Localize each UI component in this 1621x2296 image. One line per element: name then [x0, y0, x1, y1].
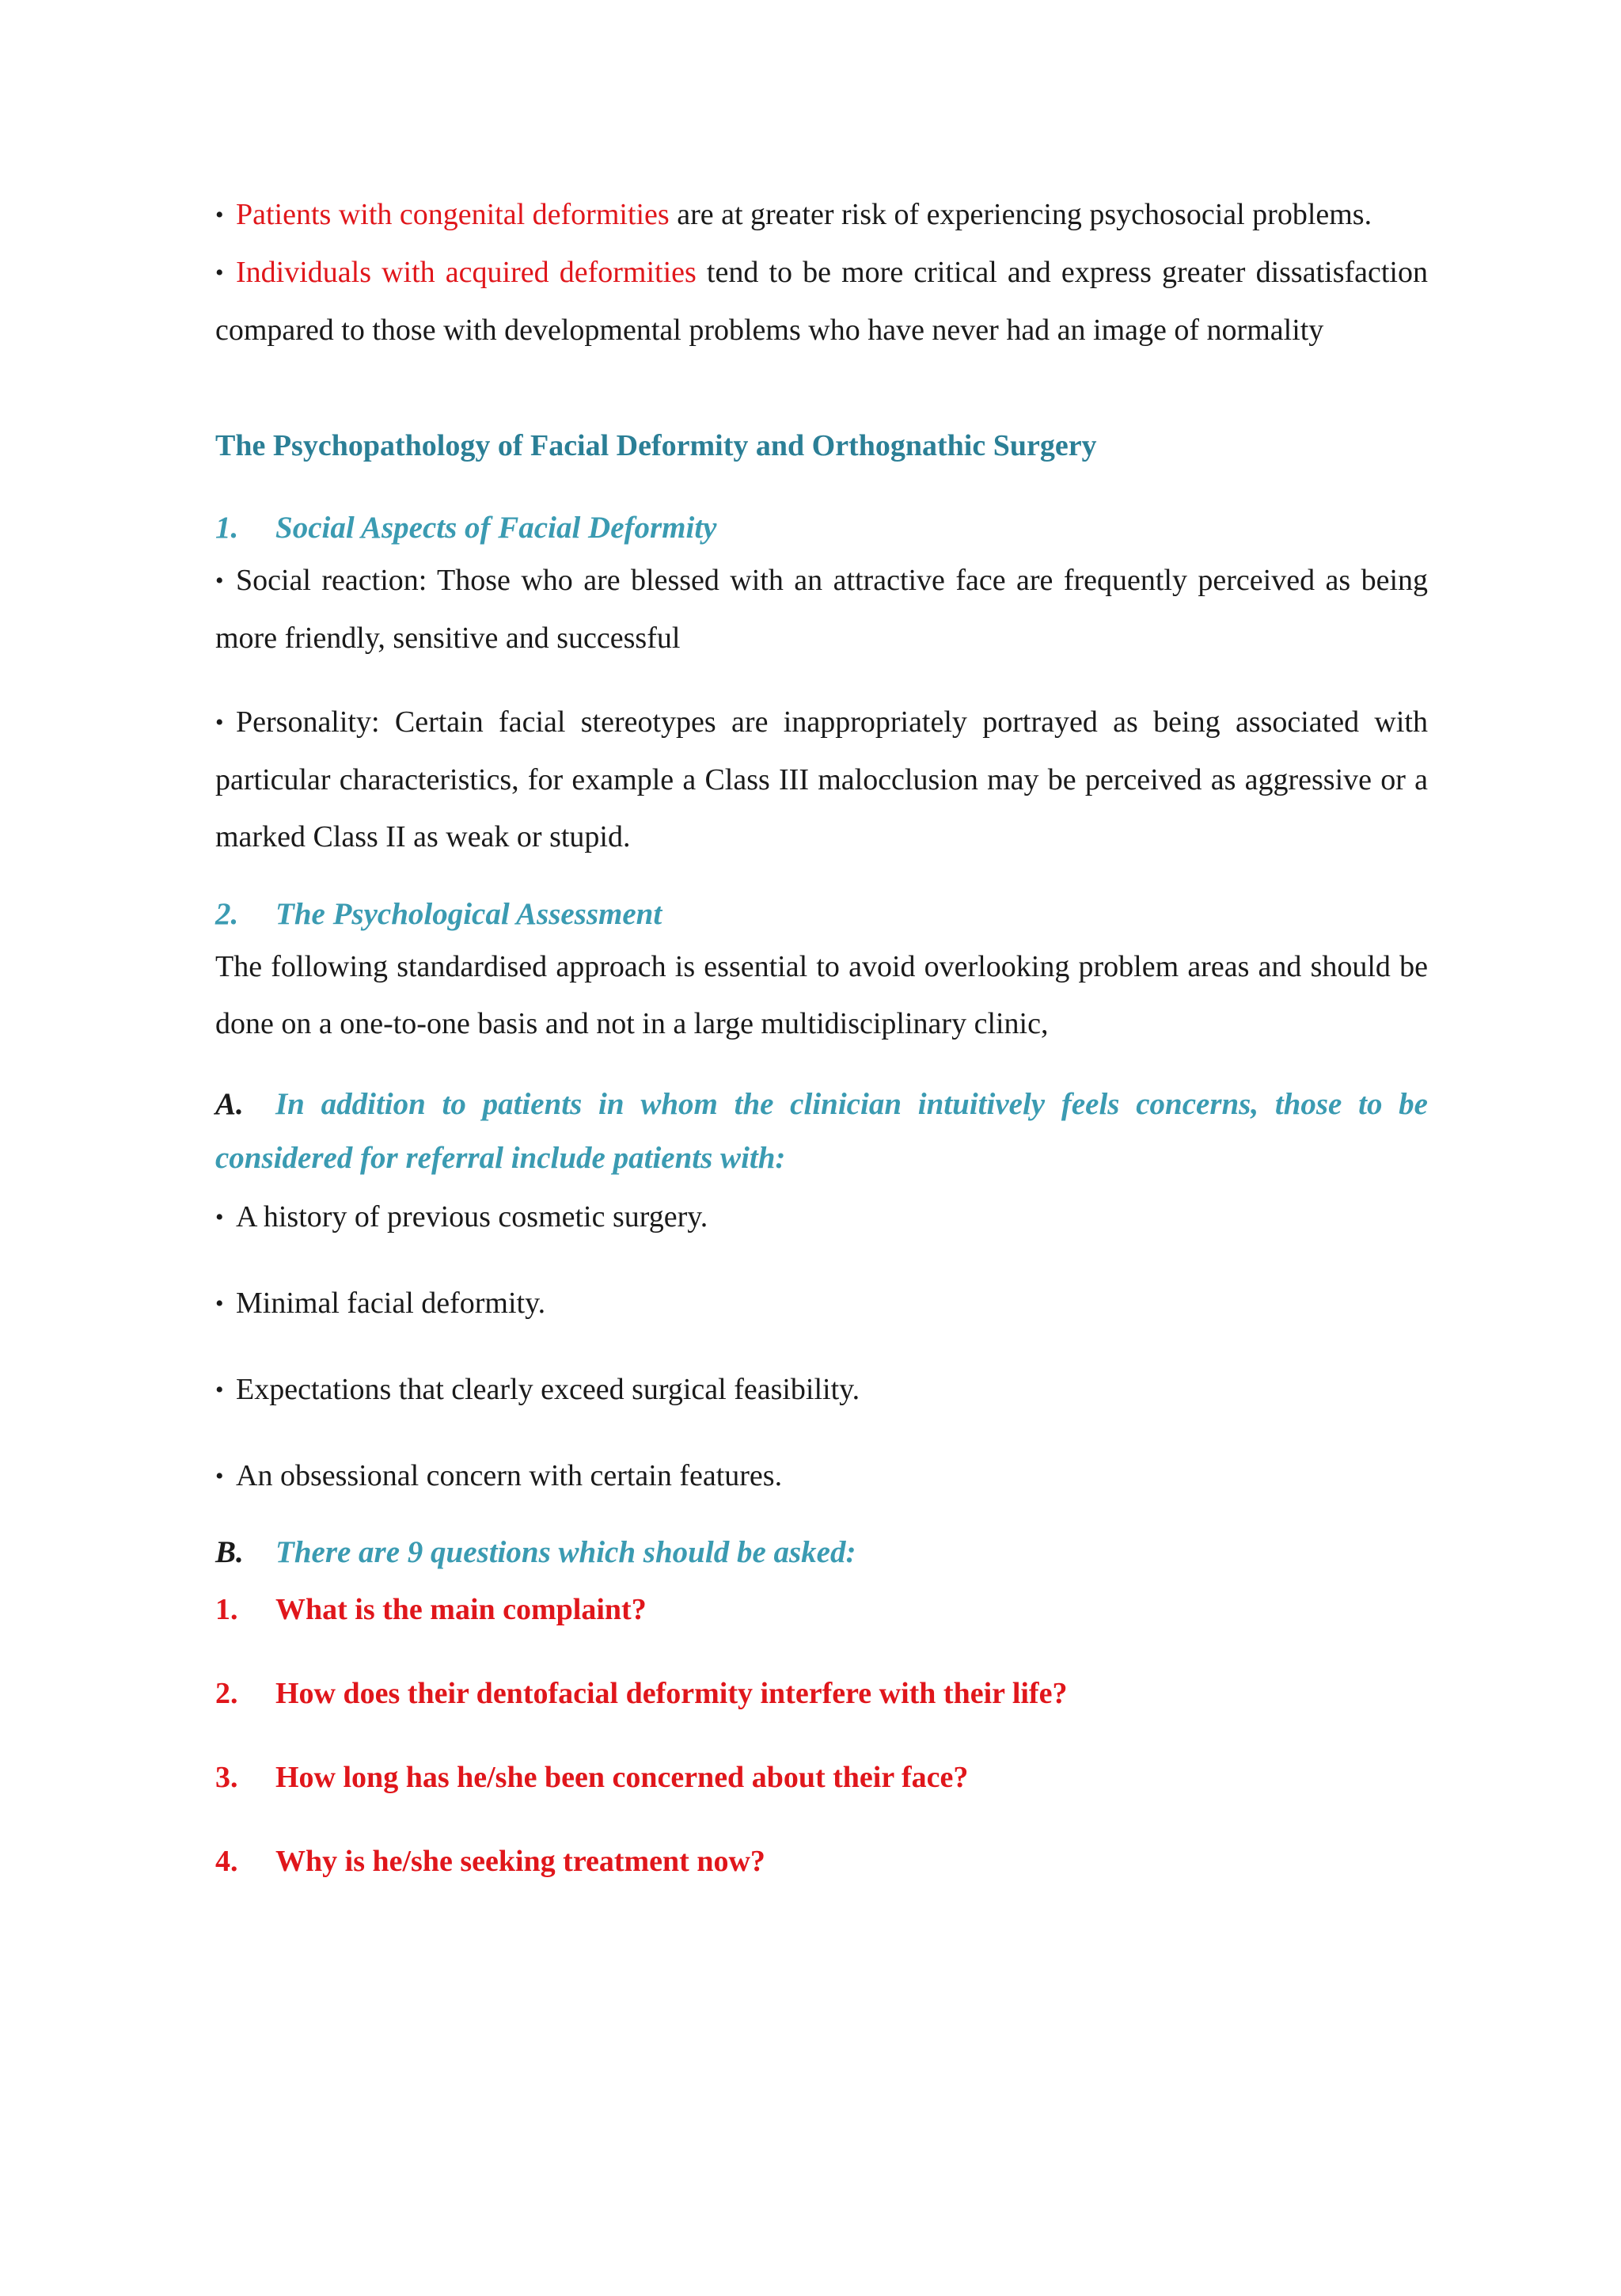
bullet-text: Personality: Certain facial stereotypes are inappropriately portrayed as being associated with particular characteristics, for example a Class III malocclusion may be perceived as aggressive or a marked Class II as weak or stupid. — [215, 705, 1428, 853]
question-number: 2. — [215, 1677, 238, 1710]
bullet-minimal — [215, 1275, 1428, 1332]
part-b-heading — [215, 1529, 1428, 1576]
question-3 — [215, 1754, 1428, 1801]
bullet-icon: • — [215, 568, 224, 594]
bullet-icon: • — [215, 1204, 224, 1230]
question-number: 3. — [215, 1761, 238, 1794]
bullet-icon: • — [215, 1463, 224, 1489]
question-number: 1. — [215, 1593, 238, 1626]
bullet-text: tend to be more critical and express greater dissatisfaction compared to those with developmental problems who have never had an image of normality — [215, 256, 1428, 347]
bullet-obsessional — [215, 1447, 1428, 1505]
section-1-heading — [215, 504, 1428, 552]
bullet-lead: Individuals with acquired deformities — [236, 256, 697, 289]
section-1-number: 1. — [215, 511, 239, 545]
section-2-number: 2. — [215, 897, 239, 931]
main-heading: The Psychopathology of Facial Deformity and Orthognathic Surgery — [215, 429, 1097, 462]
bullet-text: Social reaction: Those who are blessed with an attractive face are frequently perceived as being more friendly, sensitive and successful — [215, 564, 1428, 655]
bullet-expectations — [215, 1361, 1428, 1419]
question-text: Why is he/she seeking treatment now? — [275, 1845, 765, 1878]
bullet-icon: • — [215, 260, 224, 286]
bullet-acquired — [215, 244, 1428, 359]
bullet-congenital — [215, 186, 1428, 244]
bullet-social-reaction — [215, 552, 1428, 667]
part-a-title: In addition to patients in whom the clinician intuitively feels concerns, those to be considered for referral include patients with: — [215, 1087, 1428, 1175]
part-a-letter: A. — [215, 1087, 244, 1121]
bullet-lead: Patients with congenital deformities — [236, 198, 670, 231]
part-b-letter: B. — [215, 1535, 244, 1569]
question-text: What is the main complaint? — [275, 1593, 647, 1626]
question-text: How long has he/she been concerned about their face? — [275, 1761, 969, 1794]
part-a-heading — [215, 1078, 1428, 1185]
section-2-heading — [215, 891, 1428, 938]
question-text: How does their dentofacial deformity interfere with their life? — [275, 1677, 1068, 1710]
bullet-icon: • — [215, 709, 224, 736]
bullet-text: A history of previous cosmetic surgery. — [236, 1200, 708, 1234]
part-b-title: There are 9 questions which should be asked: — [275, 1535, 856, 1569]
bullet-icon: • — [215, 1291, 224, 1317]
question-1 — [215, 1586, 1428, 1633]
bullet-icon: • — [215, 1377, 224, 1403]
bullet-text: An obsessional concern with certain features. — [236, 1459, 783, 1492]
question-2 — [215, 1670, 1428, 1717]
page-content — [215, 186, 1428, 1885]
section-2-title: The Psychological Assessment — [275, 897, 662, 931]
bullet-text: are at greater risk of experiencing psychosocial problems. — [669, 198, 1372, 231]
bullet-history — [215, 1188, 1428, 1246]
bullet-icon: • — [215, 202, 224, 228]
section-1-title: Social Aspects of Facial Deformity — [275, 511, 717, 545]
question-4 — [215, 1838, 1428, 1885]
question-number: 4. — [215, 1845, 238, 1878]
bullet-text: Expectations that clearly exceed surgical feasibility. — [236, 1373, 860, 1406]
bullet-personality — [215, 694, 1428, 865]
section-2-intro: The following standardised approach is essential to avoid overlooking problem areas and should be done on a one-to-one basis and not in a large multidisciplinary clinic, — [215, 950, 1428, 1040]
bullet-text: Minimal facial deformity. — [236, 1287, 546, 1320]
